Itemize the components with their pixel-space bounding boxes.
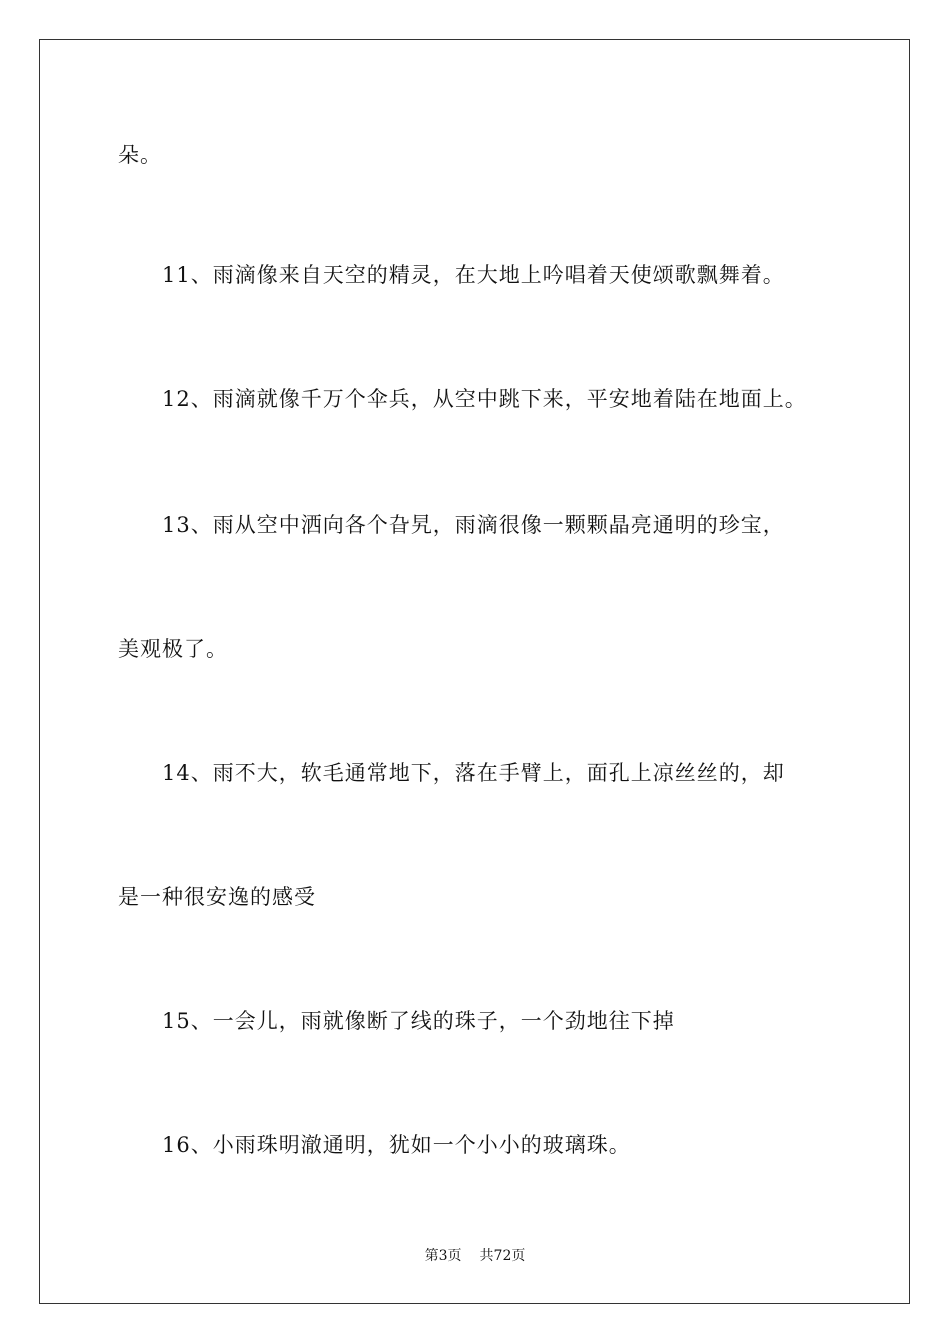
page-number: 第3页: [424, 1248, 462, 1264]
text-line-item-11: 11、雨滴像来自天空的精灵，在大地上吟唱着天使颂歌飘舞着。: [162, 263, 785, 287]
text-line-item-16: 16、小雨珠明澈通明，犹如一个小小的玻璃珠。: [162, 1133, 631, 1157]
text-line-item-13: 13、雨从空中洒向各个旮旯，雨滴很像一颗颗晶亮通明的珍宝，: [162, 513, 785, 537]
page-total: 共72页: [479, 1248, 526, 1264]
page-footer: [0, 1246, 950, 1266]
text-line-item-14-cont: 是一种很安逸的感受: [118, 885, 316, 909]
page-frame: [39, 39, 910, 1304]
text-line-item-14: 14、雨不大，软毛通常地下，落在手臂上，面孔上凉丝丝的，却: [162, 761, 785, 785]
text-line-item-13-cont: 美观极了。: [118, 637, 228, 661]
text-line-item-12: 12、雨滴就像千万个伞兵，从空中跳下来，平安地着陆在地面上。: [162, 387, 807, 411]
text-line-item-15: 15、一会儿，雨就像断了线的珠子，一个劲地往下掉: [162, 1009, 675, 1033]
text-line-continuation: 朵。: [118, 143, 162, 167]
